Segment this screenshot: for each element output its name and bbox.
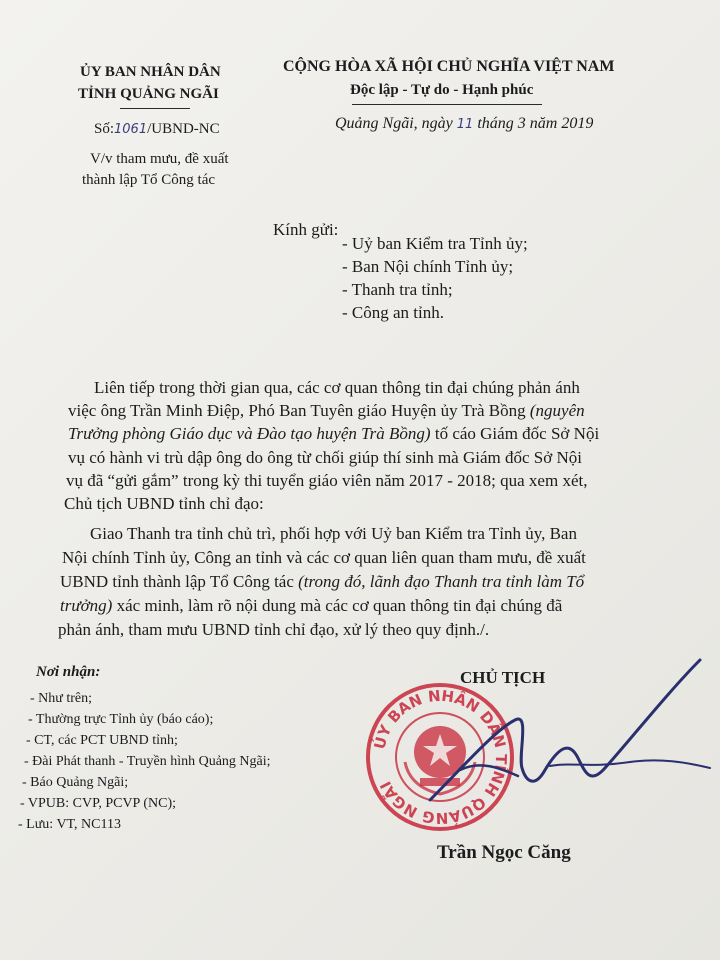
body-p1-line: vụ đã “gửi gắm” trong kỳ thi tuyển giáo viên năm 2017 - 2018; qua xem xét,: [66, 471, 588, 490]
motto-underline: [352, 104, 542, 105]
national-motto: Độc lập - Tự do - Hạnh phúc: [350, 82, 534, 98]
body-p2-line: Giao Thanh tra tỉnh chủ trì, phối hợp với Uỷ ban Kiểm tra Tỉnh ủy, Ban: [90, 524, 577, 543]
org-underline: [120, 108, 190, 109]
national-title: CỘNG HÒA XÃ HỘI CHỦ NGHĨA VIỆT NAM: [283, 58, 615, 75]
body-p2-line: Nội chính Tỉnh ủy, Công an tỉnh và các cơ quan liên quan tham mưu, đề xuất: [62, 548, 586, 567]
recipient-item: - Công an tỉnh.: [342, 303, 444, 322]
org-name-line1: ỦY BAN NHÂN DÂN: [80, 64, 221, 80]
body-p1-line: Chủ tịch UBND tỉnh chỉ đạo:: [64, 494, 264, 513]
body-p2-line: phản ánh, tham mưu UBND tỉnh chỉ đạo, xử lý theo quy định./.: [58, 620, 490, 639]
handwritten-number: 1061: [114, 122, 148, 137]
subject-line1: V/v tham mưu, đề xuất: [90, 151, 229, 167]
distribution-item: - Như trên;: [30, 691, 93, 706]
distribution-item: - Báo Quảng Ngãi;: [22, 775, 129, 790]
body-p2-line: UBND tỉnh thành lập Tổ Công tác (trong đó, lãnh đạo Thanh tra tỉnh làm Tổ: [60, 572, 585, 591]
seal-text: ỦY BAN NHÂN DÂN TỈNH QUẢNG NGÃI: [370, 686, 511, 828]
org-name-line2: TỈNH QUẢNG NGÃI: [78, 86, 219, 102]
handwritten-signature: [400, 650, 720, 820]
distribution-item: - Thường trực Tỉnh ủy (báo cáo);: [28, 712, 214, 727]
recipient-item: - Ban Nội chính Tỉnh ủy;: [342, 257, 514, 276]
signer-name: Trần Ngọc Căng: [437, 842, 571, 863]
document-number: Số:1061/UBND-NC: [94, 121, 220, 137]
body-p1-line: việc ông Trần Minh Điệp, Phó Ban Tuyên giáo Huyện ủy Trà Bồng (nguyên: [68, 401, 585, 420]
body-p1-line: vụ có hành vi trù dập ông do ông từ chối giúp thí sinh mà Giám đốc Sở Nội: [68, 448, 582, 467]
handwritten-day: 11: [456, 117, 474, 132]
place-date: Quảng Ngãi, ngày 11 tháng 3 năm 2019: [335, 115, 594, 132]
subject-line2: thành lập Tổ Công tác: [82, 172, 216, 188]
distribution-label: Nơi nhận:: [36, 664, 101, 680]
recipient-item: - Thanh tra tỉnh;: [342, 280, 453, 299]
distribution-item: - Lưu: VT, NC113: [18, 817, 121, 832]
body-p1-line: Liên tiếp trong thời gian qua, các cơ quan thông tin đại chúng phản ánh: [94, 378, 580, 397]
recipient-item: - Uỷ ban Kiểm tra Tỉnh ủy;: [342, 234, 528, 253]
distribution-item: - Đài Phát thanh - Truyền hình Quảng Ngãi;: [24, 754, 271, 769]
signer-title: CHỦ TỊCH: [460, 668, 546, 687]
body-p1-line: Trưởng phòng Giáo dục và Đào tạo huyện Trà Bồng) tố cáo Giám đốc Sở Nội: [68, 424, 600, 443]
distribution-item: - CT, các PCT UBND tỉnh;: [26, 733, 178, 748]
recipients-label: Kính gửi:: [273, 220, 339, 239]
body-p2-line: trưởng) xác minh, làm rõ nội dung mà các cơ quan thông tin đại chúng đã: [60, 596, 563, 615]
distribution-item: - VPUB: CVP, PCVP (NC);: [20, 796, 176, 811]
